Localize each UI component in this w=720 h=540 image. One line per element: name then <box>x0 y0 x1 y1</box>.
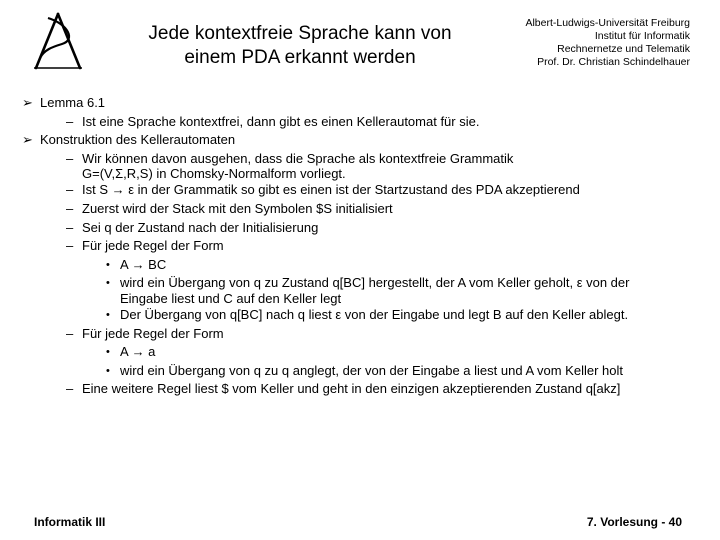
title-line-2: einem PDA erkannt werden <box>184 47 416 68</box>
list-item <box>22 94 702 113</box>
slide-title <box>108 22 492 70</box>
dot-bullet-icon: • <box>106 277 110 290</box>
title-line-1: Jede kontextfreie Sprache kann von <box>148 23 452 44</box>
dash-bullet-icon: – <box>66 182 74 198</box>
list-item <box>22 380 702 399</box>
institution-line: Prof. Dr. Christian Schindelhauer <box>537 56 690 68</box>
institution-block <box>525 17 690 69</box>
item-text: Der Übergang von q[BC] nach q liest ε von der Eingabe und legt B auf den Keller ablegt. <box>120 306 629 322</box>
university-logo <box>28 10 88 72</box>
list-item <box>22 306 702 325</box>
arrow-bullet-icon: ➢ <box>22 132 33 148</box>
item-text: Konstruktion des Kellerautomaten <box>40 132 236 148</box>
dash-bullet-icon: – <box>66 219 74 235</box>
list-item <box>22 113 702 132</box>
list-item-continuation <box>22 166 702 181</box>
list-item <box>22 237 702 256</box>
dot-bullet-icon: • <box>106 346 110 359</box>
list-item-continuation <box>22 291 702 306</box>
dash-bullet-icon: – <box>66 238 74 254</box>
item-text: G=(V,Σ,R,S) in Chomsky-Normalform vorliegt. <box>82 166 346 182</box>
dash-bullet-icon: – <box>66 200 74 216</box>
item-text: Eine weitere Regel liest $ vom Keller und geht in den einzigen akzeptierenden Zustand q[akz] <box>82 381 621 397</box>
arrow-bullet-icon: ➢ <box>22 95 33 110</box>
item-text: Für jede Regel der Form <box>82 325 224 341</box>
institution-line: Institut für Informatik <box>594 30 690 42</box>
dot-bullet-icon: • <box>106 364 110 377</box>
item-text: wird ein Übergang von q zu q anglegt, der von der Eingabe a liest und A vom Keller holt <box>120 362 623 378</box>
institution-line: Rechnernetze und Telematik <box>557 43 690 55</box>
institution-line: Albert-Ludwigs-Universität Freiburg <box>525 17 690 29</box>
list-item <box>22 362 702 381</box>
item-text: A → a <box>120 344 156 360</box>
dot-bullet-icon: • <box>106 308 110 321</box>
item-text: Zuerst wird der Stack mit den Symbolen $S initialisiert <box>82 200 393 216</box>
footer-page-number: 7. Vorlesung - 40 <box>586 515 682 529</box>
item-text: Ist S → ε in der Grammatik so gibt es einen ist der Startzustand des PDA akzeptierend <box>82 182 580 198</box>
dash-bullet-icon: – <box>66 150 74 166</box>
list-item <box>22 343 702 362</box>
list-item <box>22 131 702 150</box>
item-text: Für jede Regel der Form <box>82 238 224 254</box>
dot-bullet-icon: • <box>106 258 110 271</box>
list-item <box>22 200 702 219</box>
dash-bullet-icon: – <box>66 325 74 341</box>
list-item <box>22 219 702 238</box>
list-item <box>22 256 702 275</box>
item-text: A → BC <box>120 256 167 272</box>
dash-bullet-icon: – <box>66 113 74 129</box>
slide-content <box>22 94 702 399</box>
item-text: Sei q der Zustand nach der Initialisierung <box>82 219 319 235</box>
item-text: Eingabe liest und C auf den Keller legt <box>120 290 342 306</box>
item-text: Wir können davon ausgehen, dass die Sprache als kontextfreie Grammatik <box>82 150 514 166</box>
list-item <box>22 325 702 344</box>
item-text: wird ein Übergang von q zu Zustand q[BC] hergestellt, der A vom Keller geholt, ε von der <box>120 275 630 291</box>
list-item <box>22 181 702 200</box>
footer-course: Informatik III <box>34 515 106 529</box>
dash-bullet-icon: – <box>66 381 74 397</box>
item-text: Ist eine Sprache kontextfrei, dann gibt es einen Kellerautomat für sie. <box>82 113 480 129</box>
item-text: Lemma 6.1 <box>40 95 106 110</box>
